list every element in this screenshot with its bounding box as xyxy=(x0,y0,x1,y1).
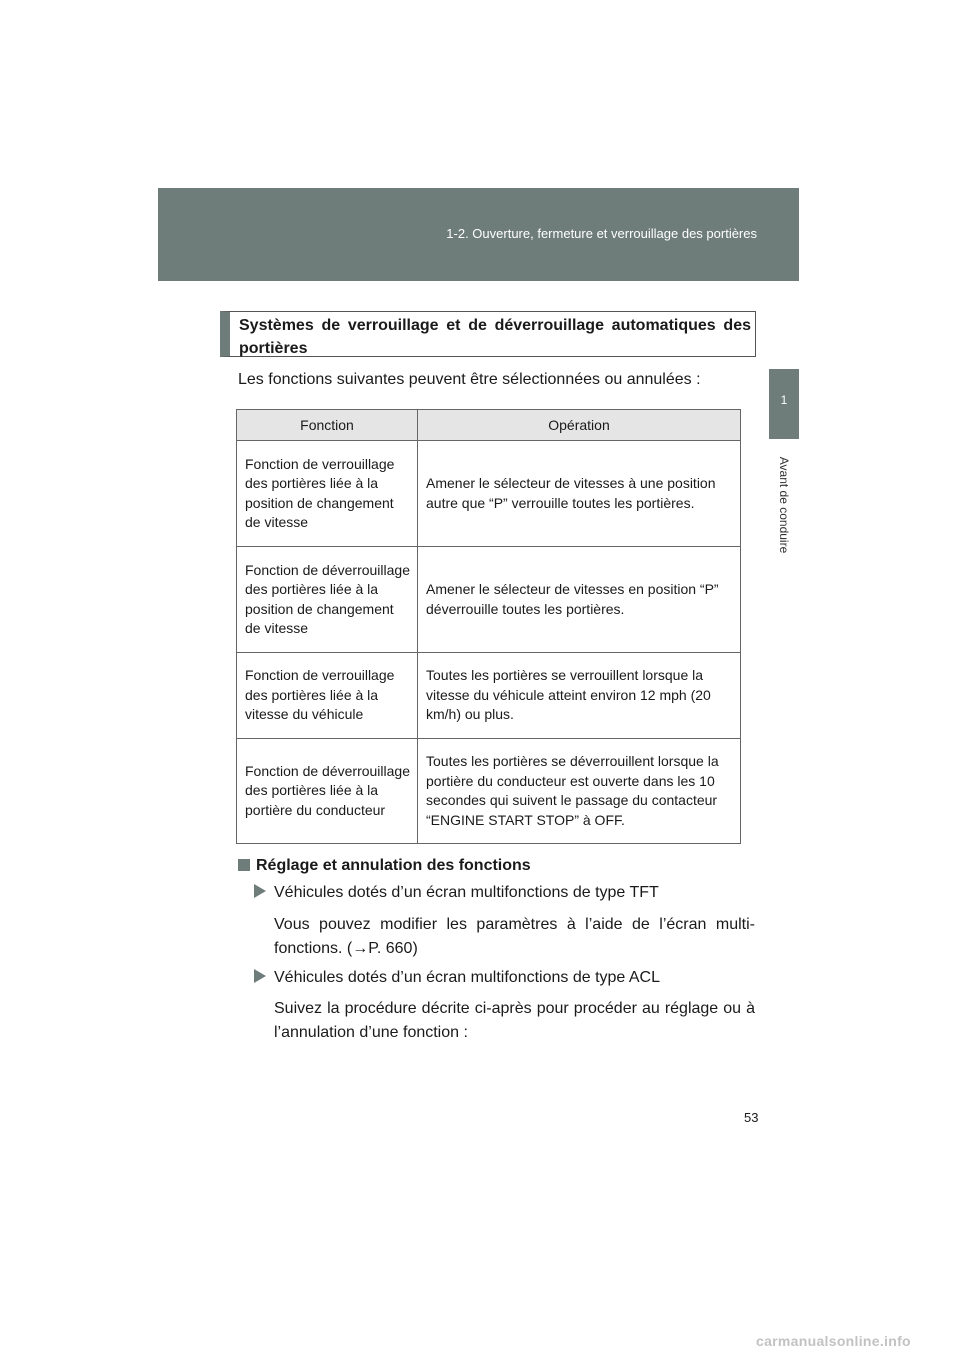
operation-cell: Amener le sélecteur de vitesses à une position autre que “P” verrouille toutes les portières. xyxy=(418,441,741,547)
subsection-heading xyxy=(238,857,531,875)
section-title-box xyxy=(220,311,756,357)
triangle-right-icon xyxy=(254,969,266,983)
bullet-tft-text: Véhicules dotés d’un écran multifonctions de type TFT xyxy=(274,884,659,901)
watermark: carmanualsonline.info xyxy=(756,1333,911,1349)
table-row xyxy=(237,739,741,844)
subsection-heading-text: Réglage et annulation des fonctions xyxy=(256,857,531,874)
intro-text: Les fonctions suivantes peuvent être sélectionnées ou annulées : xyxy=(238,371,701,388)
section-title: Systèmes de verrouillage et de déverrouillage automatiques des portières xyxy=(239,317,751,357)
triangle-right-icon xyxy=(254,884,266,898)
fonction-cell: Fonction de déverrouillage des portières liée à la position de changement de vitesse xyxy=(237,547,418,653)
operation-cell: Toutes les portières se verrouillent lorsque la vitesse du véhicule atteint environ 12 mph (20 km/h) ou plus. xyxy=(418,653,741,739)
table-header-row xyxy=(237,410,741,441)
chapter-number: 1 xyxy=(780,393,788,407)
bullet-acl-text: Véhicules dotés d’un écran multifonctions de type ACL xyxy=(274,969,661,986)
bullet-tft xyxy=(254,884,659,902)
functions-table xyxy=(236,409,741,844)
square-icon xyxy=(238,859,250,871)
chapter-side-label: Avant de conduire xyxy=(777,456,791,554)
paragraph-tft: Vous pouvez modifier les paramètres à l’aide de l’écran multi-fonctions. (→P. 660) xyxy=(274,916,755,957)
paragraph-acl: Suivez la procédure décrite ci-après pour procéder au réglage ou à l’annulation d’une fonction : xyxy=(274,1000,755,1041)
bullet-acl xyxy=(254,969,660,987)
chapter-title: 1-2. Ouverture, fermeture et verrouillage des portières xyxy=(446,226,757,241)
chapter-tab xyxy=(769,369,799,439)
operation-cell: Amener le sélecteur de vitesses en position “P” déverrouille toutes les portières. xyxy=(418,547,741,653)
column-header-fonction: Fonction xyxy=(237,410,418,441)
chapter-header xyxy=(158,188,799,281)
fonction-cell: Fonction de déverrouillage des portières liée à la portière du conducteur xyxy=(237,739,418,844)
fonction-cell: Fonction de verrouillage des portières liée à la position de changement de vitesse xyxy=(237,441,418,547)
column-header-operation: Opération xyxy=(418,410,741,441)
page-number: 53 xyxy=(744,1110,759,1125)
table-row xyxy=(237,547,741,653)
fonction-cell: Fonction de verrouillage des portières liée à la vitesse du véhicule xyxy=(237,653,418,739)
operation-cell: Toutes les portières se déverrouillent lorsque la portière du conducteur est ouverte dans les 10 secondes qui suivent le passage du contacteur “ENGINE START STOP” à OFF. xyxy=(418,739,741,844)
table-row xyxy=(237,653,741,739)
table-row xyxy=(237,441,741,547)
